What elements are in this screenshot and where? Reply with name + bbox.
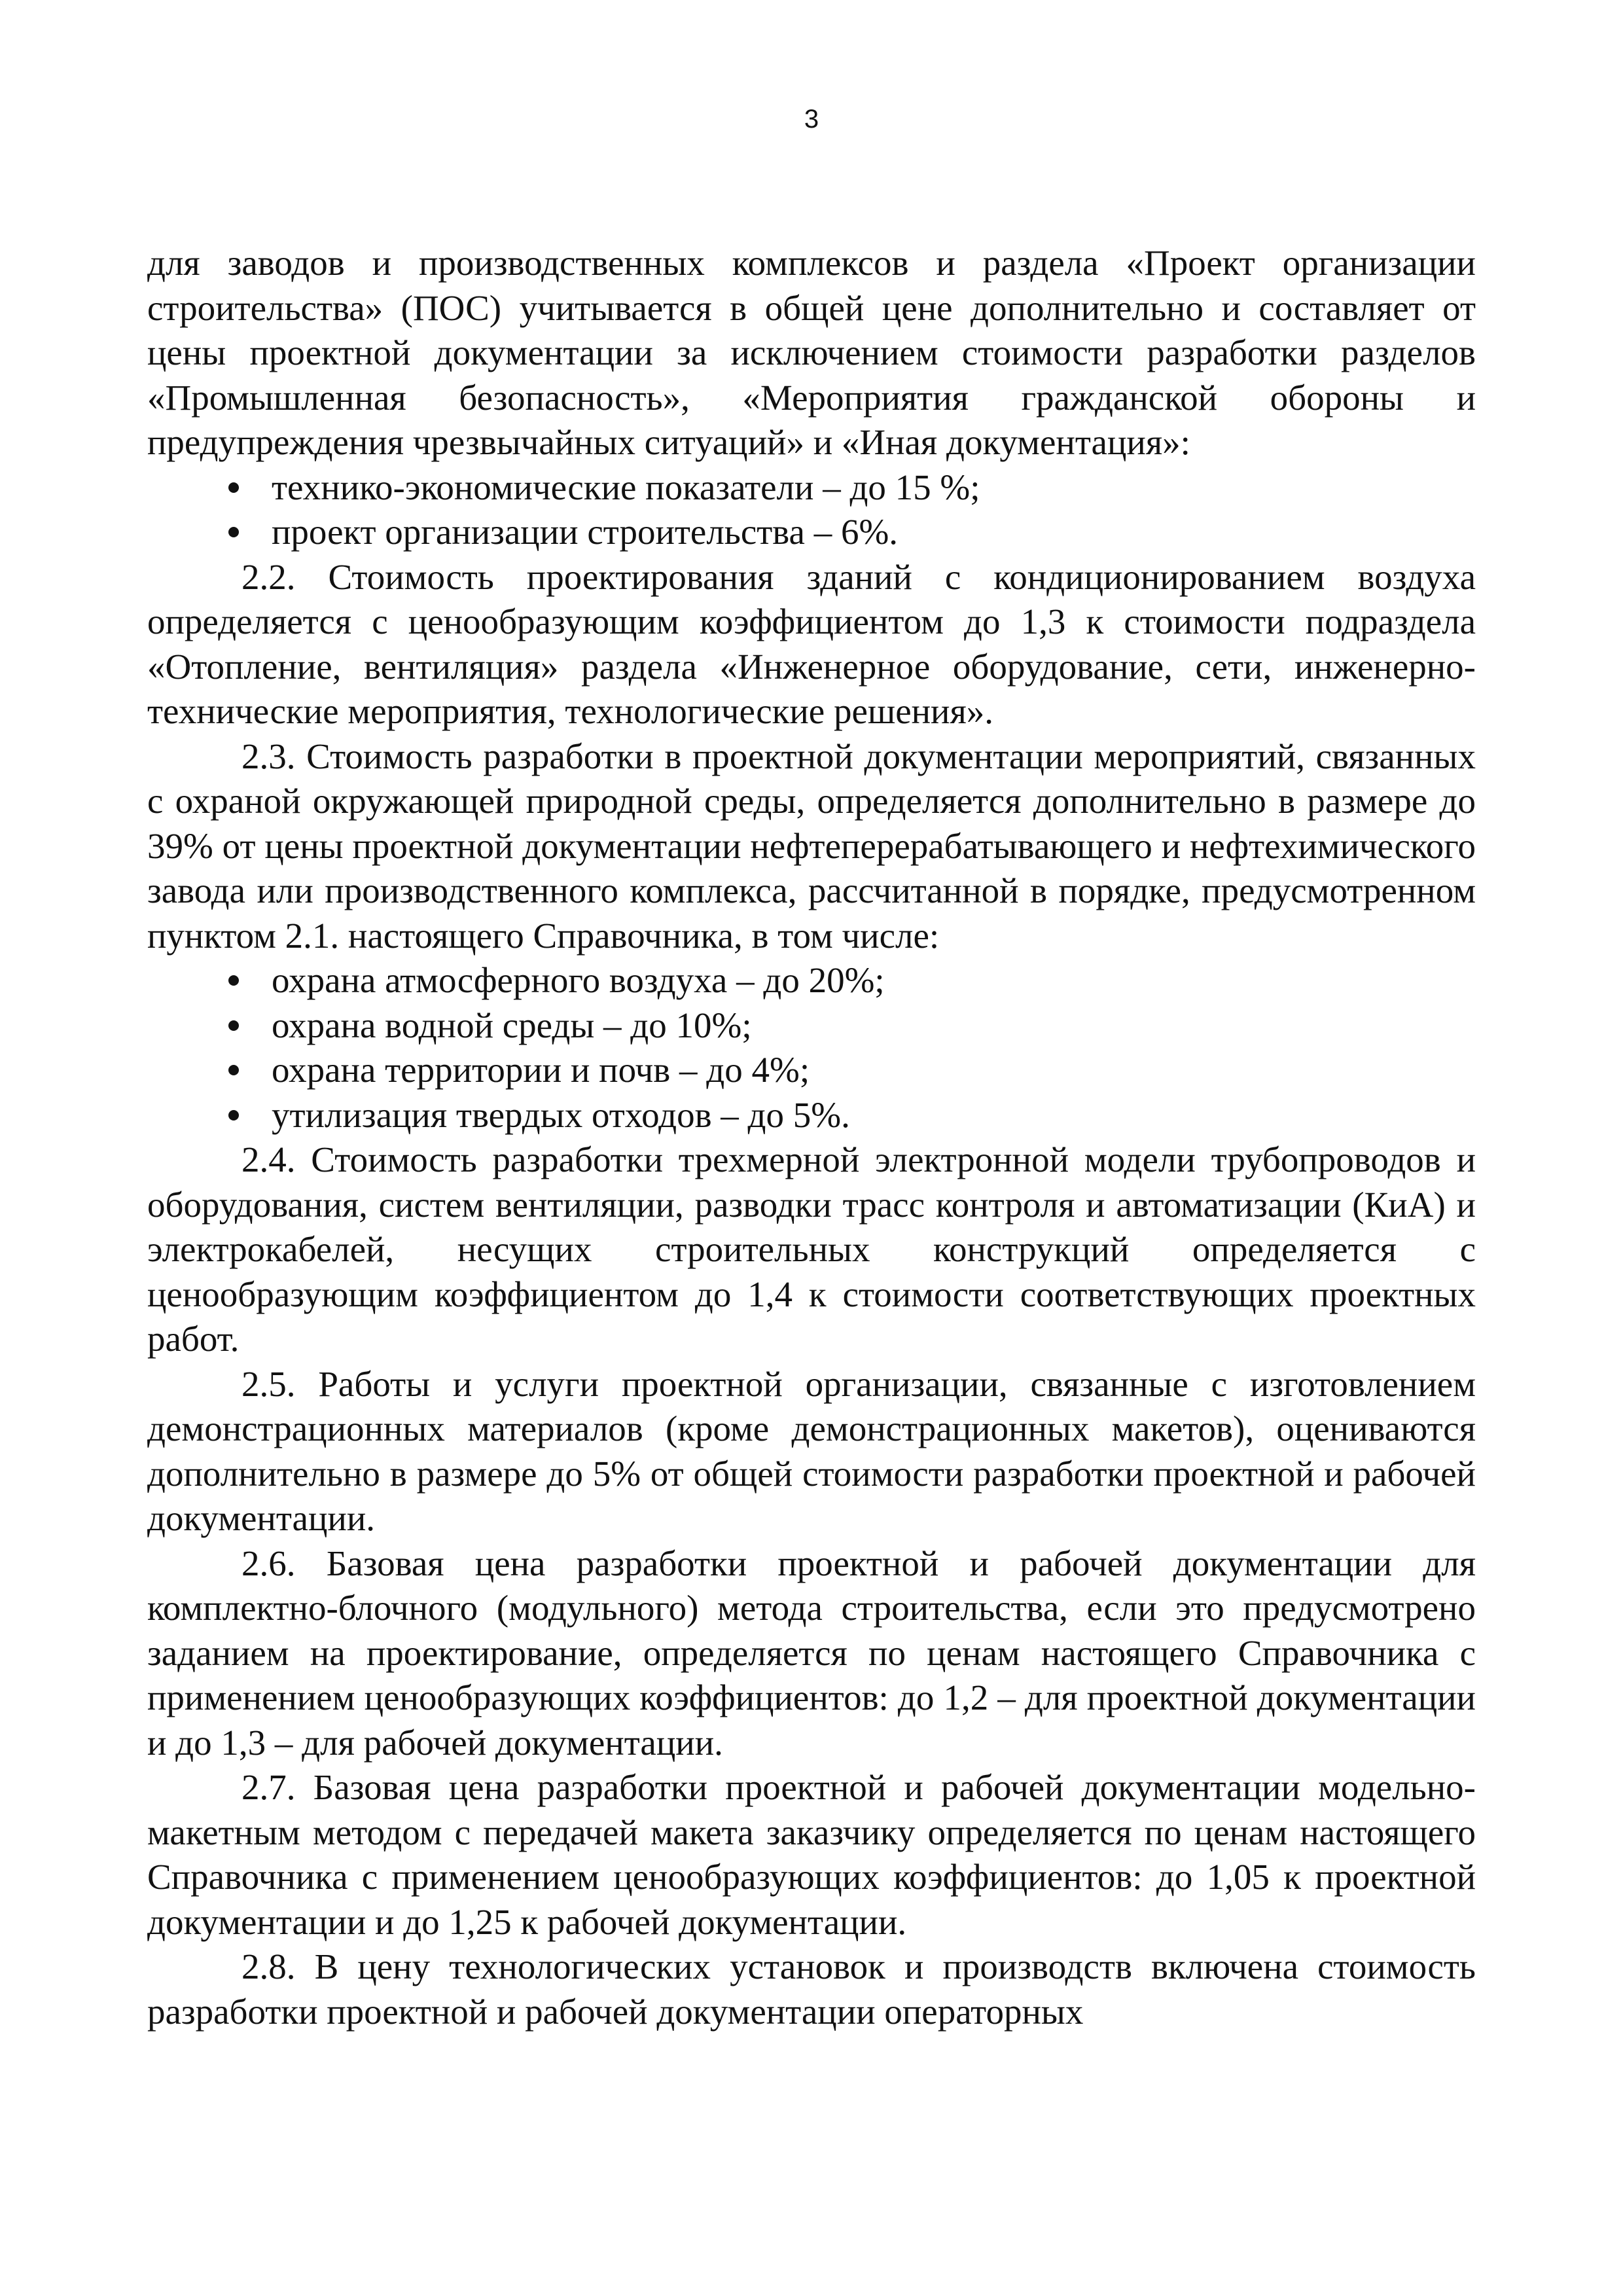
bullet-icon: [228, 482, 239, 493]
section-2-4-paragraph: 2.4. Стоимость разработки трехмерной электронной модели трубопроводов и оборудования, систем вентиляции, разводки трасс контроля и автоматизации (КиА) и электрокабелей, несущих строительных конструкций определяется с ценообразующим коэффициентом до 1,4 к стоимости соответствующих проектных работ.: [147, 1139, 1476, 1359]
list-item: [272, 1048, 1476, 1093]
section-2-2-paragraph: 2.2. Стоимость проектирования зданий с кондиционированием воздуха определяется с ценообразующим коэффициентом до 1,3 к стоимости подраздела «Отопление, вентиляция» раздела «Инженерное оборудование, сети, инженерно-технические мероприятия, технологические решения».: [147, 556, 1476, 731]
bullet-icon: [228, 1065, 239, 1075]
section-2-8-paragraph: 2.8. В цену технологических установок и производств включена стоимость разработки проектной и рабочей документации операторных: [147, 1946, 1476, 2032]
section-2-6-paragraph: 2.6. Базовая цена разработки проектной и рабочей документации для комплектно-блочного (модульного) метода строительства, если это предусмотрено заданием на проектирование, определяется по ценам настоящего Справочника с применением ценообразующих коэффициентов: до 1,2 – для проектной документации и до 1,3 – для рабочей документации.: [147, 1543, 1476, 1763]
bullet-icon: [228, 975, 239, 986]
document-body: [147, 241, 1476, 2034]
list-item-text: технико-экономические показатели – до 15 %;: [272, 467, 980, 507]
section-2-3-paragraph: 2.3. Стоимость разработки в проектной документации мероприятий, связанных с охраной окружающей природной среды, определяется дополнительно в размере до 39% от цены проектной документации нефтеперерабатывающего и нефтехимического завода или производственного комплекса, рассчитанной в порядке, предусмотренном пунктом 2.1. настоящего Справочника, в том числе:: [147, 736, 1476, 956]
list-item: [272, 1093, 1476, 1138]
list-item: [272, 1003, 1476, 1049]
section-2-7-paragraph: 2.7. Базовая цена разработки проектной и рабочей документации модельно-макетным методом с передачей макета заказчику определяется по ценам настоящего Справочника с применением ценообразующих коэффициентов: до 1,05 к проектной документации и до 1,25 к рабочей документации.: [147, 1767, 1476, 1942]
list-item: [272, 465, 1476, 511]
bullet-icon: [228, 1020, 239, 1031]
section-2-5-paragraph: 2.5. Работы и услуги проектной организации, связанные с изготовлением демонстрационных материалов (кроме демонстрационных макетов), оцениваются дополнительно в размере до 5% от общей стоимости разработки проектной и рабочей документации.: [147, 1363, 1476, 1538]
intro-bullet-list: [147, 465, 1476, 555]
list-item-text: охрана территории и почв – до 4%;: [272, 1050, 810, 1090]
page-number: 3: [804, 105, 819, 134]
bullet-icon: [228, 527, 239, 537]
list-item-text: утилизация твердых отходов – до 5%.: [272, 1094, 850, 1135]
list-item-text: охрана атмосферного воздуха – до 20%;: [272, 960, 885, 1000]
bullet-icon: [228, 1110, 239, 1121]
section-2-3-bullet-list: [147, 958, 1476, 1138]
intro-paragraph: для заводов и производственных комплексов и раздела «Проект организации строительства» (ПОС) учитывается в общей цене дополнительно и составляет от цены проектной документации за исключением стоимости разработки разделов «Промышленная безопасность», «Мероприятия гражданской обороны и предупреждения чрезвычайных ситуаций» и «Иная документация»:: [147, 243, 1476, 462]
list-item-text: проект организации строительства – 6%.: [272, 512, 899, 552]
list-item: [272, 510, 1476, 555]
list-item: [272, 958, 1476, 1003]
list-item-text: охрана водной среды – до 10%;: [272, 1005, 752, 1045]
